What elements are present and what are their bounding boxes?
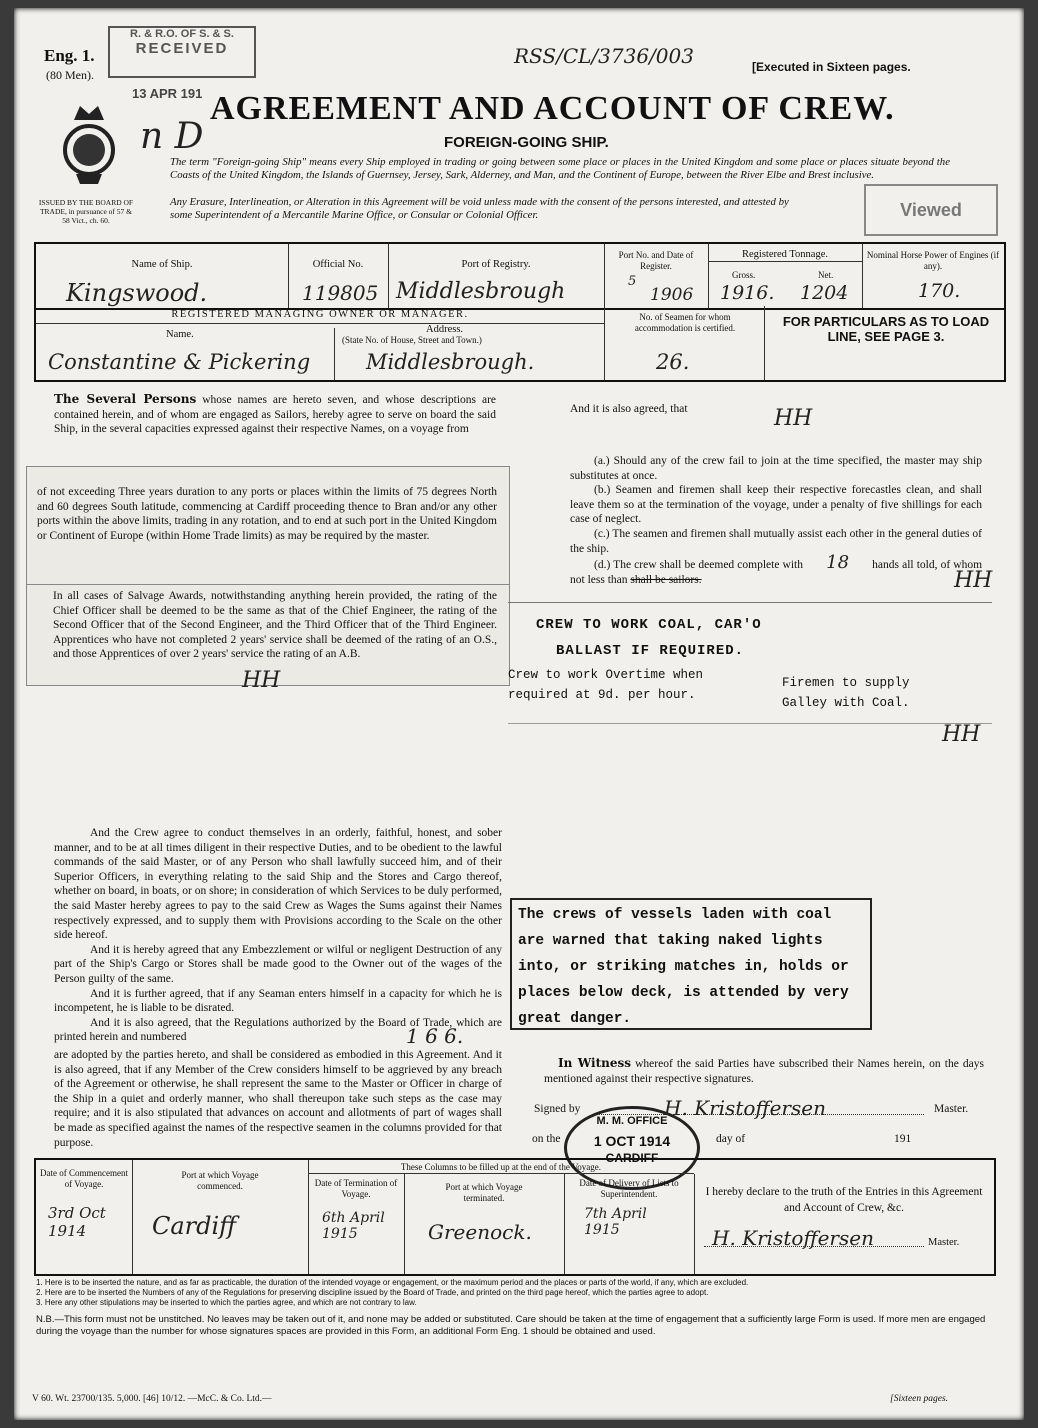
intro-text: whose names are hereto seven, and whose descriptions are contained herein, and of whom are engaged as Sailors, hereby agree to serve on board the said Ship, in the several capacities expressed against their respective Names, on a voyage from <box>54 394 497 436</box>
port-commenced-header: Port at which Voyage commenced. <box>181 1170 259 1191</box>
initials-notes: HH <box>942 722 981 747</box>
salvage-text: In all cases of Salvage Awards, notwithstanding anything herein provided, the rating of the Chief Officer shall be deemed to be the same as that of the Chief Engineer, the rating of the Second Officer that of the Second Engineer, and the Third Officer that of the Third Engineer. Apprentices who have not completed 2 years' service shall be deemed of the rating of an O.S., and those Apprentices of over 2 years' service the rating of an A.B. <box>53 590 497 661</box>
received-stamp <box>108 26 256 78</box>
port-no-header: Port No. and Date of Register. <box>618 250 694 271</box>
page-subtitle: FOREIGN-GOING SHIP. <box>444 134 609 151</box>
port-commenced-value: Cardiff <box>152 1212 237 1240</box>
conduct-section <box>54 826 502 1045</box>
men-count: (80 Men). <box>46 68 94 82</box>
footnotes <box>36 1278 996 1308</box>
coal-warning-box: The crews of vessels laden with coal are warned that taking naked lights into, or striking matches in, holds or places below deck, is attended by very great danger. <box>510 898 872 1030</box>
coal-note-2: BALLAST IF REQUIRED. <box>556 643 745 659</box>
port-terminated-value: Greenock. <box>428 1220 532 1244</box>
seamen-label: No. of Seamen for whom accommodation is certified. <box>634 312 736 333</box>
stamp-notes-area <box>508 602 992 724</box>
reference-number: RSS/CL/3736/003 <box>514 44 694 68</box>
official-no-value: 119805 <box>302 281 379 305</box>
seamen-divider-left <box>604 306 605 380</box>
master-label: Master. <box>934 1103 969 1115</box>
page-title: AGREEMENT AND ACCOUNT OF CREW. <box>210 90 895 127</box>
clause-d-end: shall be sailors. <box>630 573 702 586</box>
regulation-number: 1 6 6. <box>406 1024 464 1048</box>
end-of-voyage-header: These Columns to be filled up at the end of the Voyage. <box>308 1162 694 1174</box>
conduct-paragraph-1: And the Crew agree to conduct themselves in an orderly, faithful, honest, and sober manner, and to be at all times diligent in their respective Duties, and to be obedient to the lawful commands of the said Master, or of any Person who shall lawfully succeed him, and of their Superior Officers, in everything relating to the said Ship and the Stores and Cargo thereof, whether on board, in boats, or on shore; in consideration of which Services to be duly performed, the said Master hereby agrees to pay to the said Crew as Wages the Sums against their Names respectively expressed, and to supply them with Provisions according to the Scale on the other side hereof. <box>54 827 502 942</box>
voyage-box <box>26 466 510 586</box>
year-label: 191 <box>894 1133 912 1145</box>
document-page <box>14 8 1024 1420</box>
initials-clause-d: HH <box>954 568 993 593</box>
owner-header: REGISTERED MANAGING OWNER OR MANAGER. <box>36 306 604 324</box>
issued-by: ISSUED BY THE BOARD OF TRADE, in pursuance of 57 & 58 Vict., ch. 60. <box>38 198 134 225</box>
net-value: 1204 <box>800 282 849 304</box>
delivery-cell <box>564 1174 695 1274</box>
clauses <box>570 454 982 587</box>
royal-crest-icon <box>54 98 124 198</box>
pages-note: [Executed in Sixteen pages. <box>752 60 911 74</box>
declaration-text: I hereby declare to the truth of the Entries in this Agreement and Account of Crew, &c. <box>705 1186 983 1214</box>
mmo-stamp-date: 1 OCT 1914 <box>593 1133 671 1149</box>
commencement-value: 3rd Oct 1914 <box>48 1204 106 1240</box>
horse-power-cell <box>862 244 1004 308</box>
witness-text: whereof the said Parties have subscribed their Names herein, on the days mentioned against their respective signatures. <box>544 1058 984 1085</box>
port-commenced-cell <box>132 1160 309 1274</box>
footnote-3: 3. Here any other stipulations may be inserted to which the parties agree, and which are not contrary to law. <box>36 1298 417 1307</box>
horse-power-header: Nominal Horse Power of Engines (if any). <box>866 250 1000 271</box>
signed-by-label: Signed by <box>534 1103 581 1115</box>
crew-complete-number: 18 <box>826 552 850 574</box>
voyage-text: of not exceeding Three years duration to any ports or places within the limits of 75 degrees North and 60 degrees South latitude, commencing at Cardiff proceeding thence to Bran and/or any other ports within the above limits, trading in any rotation, and to end at such port in the United Kingdom or Continent of Europe (within Home Trade limits) as may be required by the master. <box>37 486 497 542</box>
received-stamp-date: 13 APR 191 <box>132 86 203 101</box>
termination-value: 6th April 1915 <box>322 1210 385 1242</box>
horse-power-value: 170. <box>918 280 961 302</box>
seamen-divider-right <box>764 306 765 380</box>
conduct-paragraph-2: And it is hereby agreed that any Embezzlement or wilful or negligent Destruction of any part of the Ship's Cargo or Stores shall be made good to the Owner out of the wages of the Person guilty of the same. <box>54 943 502 985</box>
mmo-stamp-top: M. M. OFFICE <box>596 1115 668 1127</box>
nb-note: N.B.—This form must not be unstitched. No leaves may be taken out of it, and none may be added or substituted. Care should be taken at the time of engagement that a sufficiently large Form is used. If more men are engaged during the voyage than the number for whose signatures spaces are provided in this Form, an additional Form Eng. 1 should be obtained and used. <box>36 1314 986 1337</box>
tonnage-cell <box>708 244 863 308</box>
ship-name-cell <box>36 244 289 308</box>
viewed-stamp: Viewed <box>864 184 998 236</box>
owner-name-label: Name. <box>166 329 194 340</box>
tonnage-header: Registered Tonnage. <box>708 248 862 262</box>
witness-paragraph <box>544 1056 984 1086</box>
owner-name-value: Constantine & Pickering <box>48 350 311 374</box>
declaration-signature: H. Kristoffersen <box>712 1226 874 1250</box>
seamen-value: 26. <box>656 350 690 374</box>
port-no-cell <box>604 244 709 308</box>
sixteen-pages-note: [Sixteen pages. <box>890 1394 949 1404</box>
master-signature: H. Kristoffersen <box>664 1096 826 1120</box>
initials-agreed: HH <box>774 406 813 431</box>
coal-note-1: CREW TO WORK COAL, CAR'O <box>536 617 762 633</box>
address-label: Address. <box>426 324 464 335</box>
delivery-value: 7th April 1915 <box>584 1206 647 1238</box>
footnote-1: 1. Here is to be inserted the nature, and as far as practicable, the duration of the intended voyage or engagement, or the maximum period and the places or parts of the world, if any, which are excluded. <box>36 1278 749 1287</box>
load-line-note: FOR PARTICULARS AS TO LOAD LINE, SEE PAGE 3. <box>782 314 990 344</box>
received-stamp-label: RECEIVED <box>135 40 229 57</box>
initials-salvage: HH <box>242 668 281 693</box>
overtime-note: Crew to work Overtime when required at 9d. per hour. <box>508 668 704 702</box>
print-line: V 60. Wt. 23700/135. 5,000. [46] 10/12. —McC. & Co. Ltd.— <box>32 1394 272 1404</box>
conduct-paragraph-3: And it is further agreed, that if any Seaman enters himself in a capacity for which he is incompetent, he is liable to be disrated. <box>54 987 502 1015</box>
address-value: Middlesbrough. <box>366 350 535 374</box>
owner-table <box>34 306 1006 382</box>
day-of-label: day of <box>716 1133 746 1145</box>
footnote-2: 2. Here are to be inserted the Numbers of any of the Regulations for preserving discipline issued by the Board of Trade, and printed on the third page hereof, which the parties agree to adopt. <box>36 1288 709 1297</box>
clause-b: (b.) Seamen and firemen shall keep their respective forecastles clean, and shall leave them so at the termination of the voyage, under a penalty of five shillings for each case of neglect. <box>570 484 982 526</box>
ship-name-value: Kingswood. <box>66 279 208 307</box>
definition-text: The term "Foreign-going Ship" means every Ship employed in trading or going between some place or places in the United Kingdom and some place or places situate beyond the Coasts of the United Kingdom, the Islands of Guernsey, Jersey, Sark, Alderney, and Man, and the Continent of Europe, between the River Elbe and Brest inclusive. <box>170 156 950 181</box>
also-agreed: And it is also agreed, that <box>570 403 688 415</box>
mmo-stamp-bottom: CARDIFF <box>605 1151 659 1165</box>
commencement-cell <box>36 1160 133 1274</box>
gross-value: 1916. <box>720 282 775 304</box>
erasure-note: Any Erasure, Interlineation, or Alteration in this Agreement will be void unless made with the consent of the persons interested, and attested by some Superintendent of a Mercantile Marine Office, or Consular or Colonial Officer. <box>170 196 789 221</box>
clause-c: (c.) The seamen and firemen shall mutually assist each other in the general duties of the ship. <box>570 527 982 555</box>
firemen-note: Firemen to supply Galley with Coal. <box>782 676 910 710</box>
ship-details-table <box>34 242 1006 310</box>
clause-d-middle: hands all told, of whom not less than <box>570 559 983 586</box>
termination-header: Date of Termination of Voyage. <box>314 1178 398 1199</box>
witness-lead: In Witness <box>558 1056 631 1070</box>
gross-header: Gross. <box>732 270 756 280</box>
ship-name-header: Name of Ship. <box>131 259 193 270</box>
port-registry-header: Port of Registry. <box>461 259 531 270</box>
net-header: Net. <box>818 270 834 280</box>
official-no-cell <box>288 244 389 308</box>
port-registry-value: Middlesbrough <box>396 279 566 304</box>
clause-a: (a.) Should any of the crew fail to join at the time specified, the master may ship substitutes at once. <box>570 455 982 482</box>
conduct-paragraph-5: are adopted by the parties hereto, and shall be considered as embodied in this Agreement. And it is also agreed, that if any Member of the Crew considers himself to be aggrieved by any breach of the Agreement or otherwise, he shall represent the same to the Master or Officer in charge of the Ship in a quiet and orderly manner, who shall thereupon take such steps as the case may require; and it is also stipulated that advances on account and allotments of part of wages shall be made as specified against the names of the respective seamen in the columns provided for that purpose. <box>54 1049 502 1149</box>
conduct-paragraph-4: And it is also agreed, that the Regulations authorized by the Board of Trade, which are printed herein and numbered <box>54 1016 502 1044</box>
official-no-header: Official No. <box>312 259 364 270</box>
owner-divider <box>334 328 335 380</box>
intro-paragraph <box>54 392 496 437</box>
port-terminated-header: Port at which Voyage terminated. <box>445 1182 523 1203</box>
clause-d-start: (d.) The crew shall be deemed complete with <box>594 559 803 572</box>
voyage-table <box>34 1158 996 1276</box>
declaration-master-label: Master. <box>928 1237 960 1248</box>
on-the-label: on the <box>532 1133 561 1145</box>
port-terminated-cell <box>404 1174 565 1274</box>
address-sublabel: (State No. of House, Street and Town.) <box>342 335 482 345</box>
margin-mark: n D <box>140 116 204 157</box>
termination-cell <box>308 1174 405 1274</box>
commencement-header: Date of Commencement of Voyage. <box>40 1168 128 1189</box>
port-registry-cell <box>388 244 605 308</box>
form-code: Eng. 1. <box>44 46 95 65</box>
port-no-value: 5 <box>628 274 637 289</box>
register-date-value: 1906 <box>650 285 694 305</box>
received-stamp-top: R. & R.O. OF S. & S. <box>130 28 234 40</box>
delivery-header: Date of Delivery of Lists to Superintendent. <box>579 1178 679 1199</box>
intro-lead: The Several Persons <box>54 392 197 406</box>
